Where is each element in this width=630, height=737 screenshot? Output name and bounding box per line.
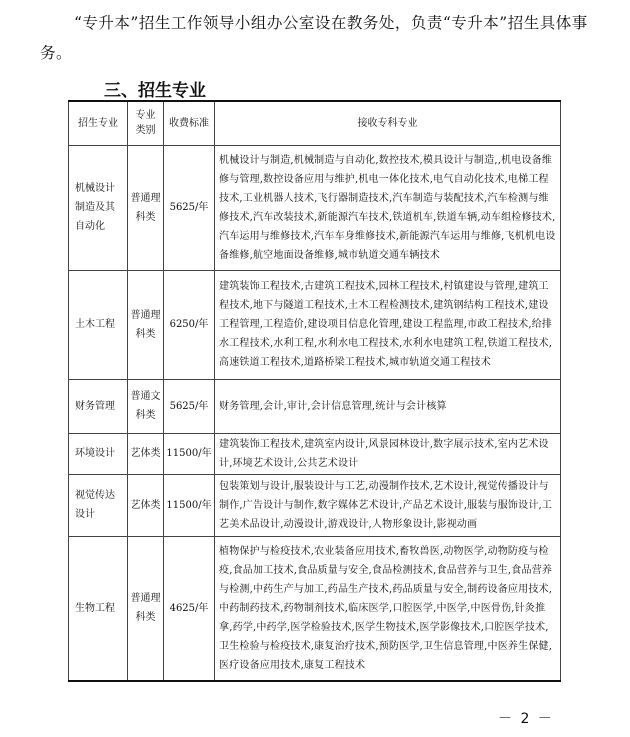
header-accepted: 接收专科专业 [215, 101, 561, 145]
table-row [69, 379, 561, 433]
cell-fee: 11500/年 [164, 433, 215, 474]
cell-accepted: 财务管理,会计,审计,会计信息管理,统计与会计核算 [215, 379, 561, 433]
cell-category: 艺体类 [128, 433, 164, 474]
cell-accepted: 机械设计与制造,机械制造与自动化,数控技术,模具设计与制造,,机电设备维修与管理,数控设备应用与维护,机电一体化技术,电气自动化技术,电梯工程技术,工业机器人技术,飞行器制造技术,汽车制造与装配技术,汽车检测与维修技术,汽车改装技术,新能源汽车技术,铁道机车,铁道车辆,动车组检修技术,汽车运用与维修技术,汽车车身维修技术,新能源汽车运用与维修,飞机机电设备维修,航空地面设备维修,城市轨道交通车辆技术 [215, 145, 561, 270]
cell-accepted: 建筑装饰工程技术,建筑室内设计,风景园林设计,数字展示技术,室内艺术设计,环境艺术设计,公共艺术设计 [215, 433, 561, 474]
cell-major: 机械设计制造及其自动化 [69, 145, 128, 270]
table-row [69, 474, 561, 536]
cell-category: 普通理科类 [128, 270, 164, 379]
cell-major: 生物工程 [69, 536, 128, 681]
cell-major: 视觉传达设计 [69, 474, 128, 536]
cell-fee: 6250/年 [164, 270, 215, 379]
cell-fee: 5625/年 [164, 379, 215, 433]
page-number: － 2 － [498, 711, 554, 727]
intro-paragraph: “专升本”招生工作领导小组办公室设在教务处，负责“专升本”招生具体事务。 [40, 14, 588, 62]
majors-table [68, 100, 561, 682]
table-header-row [69, 101, 561, 145]
cell-major: 土木工程 [69, 270, 128, 379]
table-row [69, 433, 561, 474]
cell-major: 环境设计 [69, 433, 128, 474]
header-major: 招生专业 [69, 101, 128, 145]
cell-category: 普通理科类 [128, 145, 164, 270]
cell-fee: 4625/年 [164, 536, 215, 681]
table-row [69, 536, 561, 681]
cell-fee: 11500/年 [164, 474, 215, 536]
header-fee: 收费标准 [164, 101, 215, 145]
cell-category: 普通理科类 [128, 536, 164, 681]
table-row [69, 270, 561, 379]
cell-accepted: 植物保护与检疫技术,农业装备应用技术,畜牧兽医,动物医学,动物防疫与检疫,食品加工技术,食品质量与安全,食品检测技术,食品营养与卫生,食品营养与检测,中药生产与加工,药品生产技术,药品质量与安全,制药设备应用技术,中药制药技术,药物制剂技术,临床医学,口腔医学,中医学,中医骨伤,针灸推拿,药学,中药学,医学检验技术,医学生物技术,医学影像技术,口腔医学技术,卫生检验与检疫技术,康复治疗技术,预防医学,卫生信息管理,中医养生保健,医疗设备应用技术,康复工程技术 [215, 536, 561, 681]
cell-fee: 5625/年 [164, 145, 215, 270]
section-title: 三、招生专业 [104, 81, 206, 101]
cell-accepted: 建筑装饰工程技术,古建筑工程技术,园林工程技术,村镇建设与管理,建筑工程技术,地下与隧道工程技术,土木工程检测技术,建筑钢结构工程技术,建设工程管理,工程造价,建设项目信息化管理,建设工程监理,市政工程技术,给排水工程技术,水利工程,水利水电工程技术,水利水电建筑工程,铁道工程技术,高速铁道工程技术,道路桥梁工程技术,城市轨道交通工程技术 [215, 270, 561, 379]
table-row [69, 145, 561, 270]
cell-accepted: 包装策划与设计,服装设计与工艺,动漫制作技术,艺术设计,视觉传播设计与制作,广告设计与制作,数字媒体艺术设计,产品艺术设计,服装与服饰设计,工艺美术品设计,动漫设计,游戏设计,人物形象设计,影视动画 [215, 474, 561, 536]
cell-category: 普通文科类 [128, 379, 164, 433]
header-category: 专业类别 [128, 101, 164, 145]
cell-category: 艺体类 [128, 474, 164, 536]
cell-major: 财务管理 [69, 379, 128, 433]
